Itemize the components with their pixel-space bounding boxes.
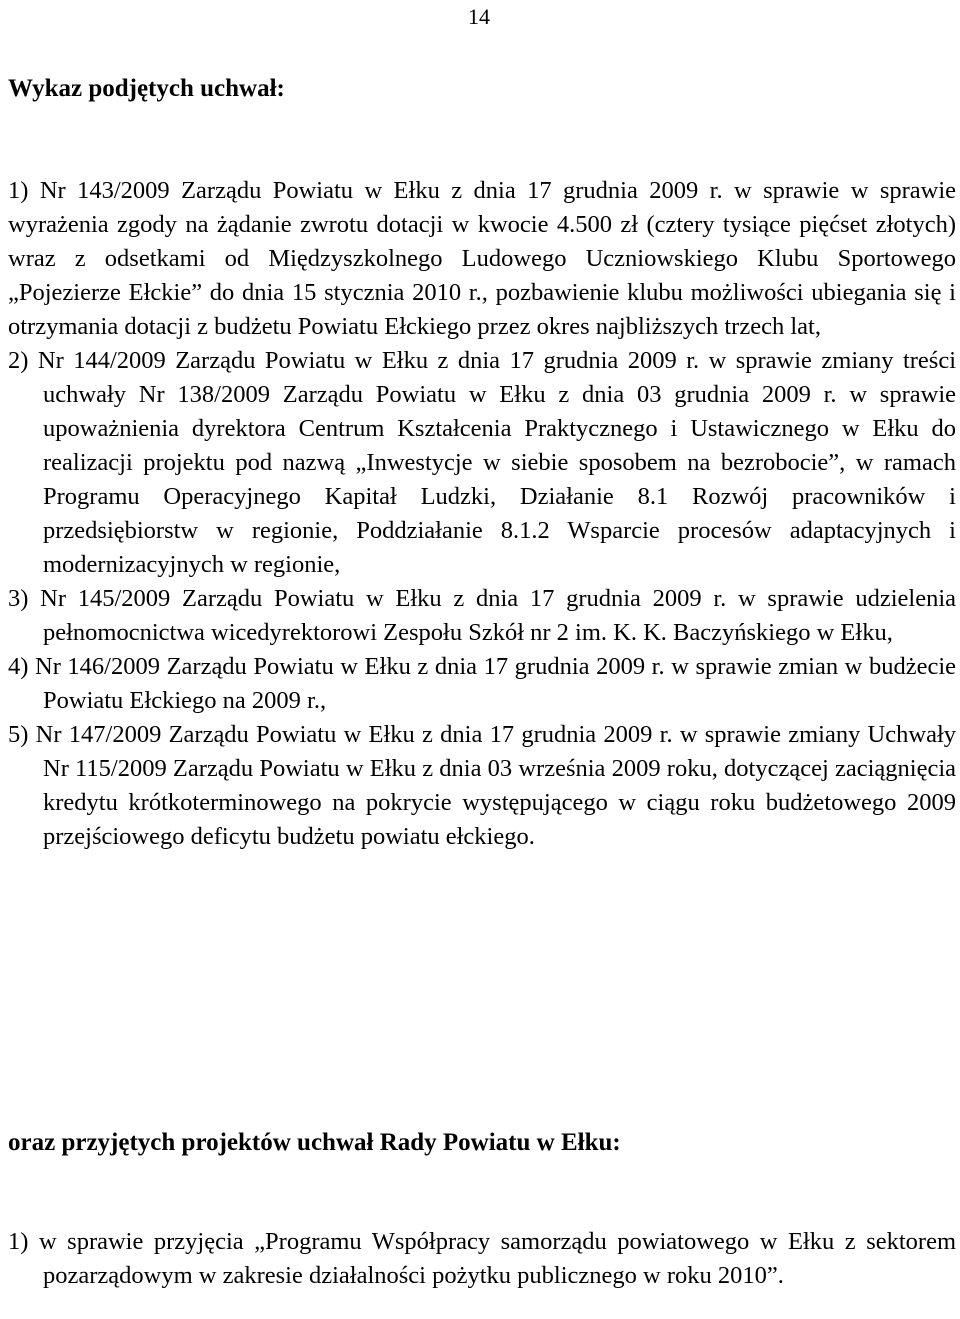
page-number: 14 <box>468 4 490 29</box>
item-text: Nr 143/2009 Zarządu Powiatu w Ełku z dnia 17 grudnia 2009 r. w sprawie w sprawie wyrażenia zgody na żądanie zwrotu dotacji w kwocie 4.500 zł (cztery tysiące pięćset złotych) wraz z odsetkami od Międzyszkolnego Ludowego Uczniowskiego Klubu Sportowego „Pojezierze Ełckie” do dnia 15 stycznia 2010 r., pozbawienie klubu możliwości ubiegania się i otrzymania dotacji z budżetu Powiatu Ełckiego przez okres najbliższych trzech lat, <box>8 177 957 340</box>
item-number: 4) <box>8 653 29 680</box>
item-text: Nr 146/2009 Zarządu Powiatu w Ełku z dnia 17 grudnia 2009 r. w sprawie zmian w budżecie Powiatu Ełckiego na 2009 r., <box>35 653 956 714</box>
list-item <box>8 174 956 344</box>
item-number: 3) <box>8 585 29 612</box>
item-text: Nr 144/2009 Zarządu Powiatu w Ełku z dnia 17 grudnia 2009 r. w sprawie zmiany treści uchwały Nr 138/2009 Zarządu Powiatu w Ełku z dnia 03 grudnia 2009 r. w sprawie upoważnienia dyrektora Centrum Kształcenia Praktycznego i Ustawicznego w Ełku do realizacji projektu pod nazwą „Inwestycje w siebie sposobem na bezrobocie”, w ramach Programu Operacyjnego Kapitał Ludzki, Działanie 8.1 Rozwój pracowników i przedsiębiorstw w regionie, Poddziałanie 8.1.2 Wsparcie procesów adaptacyjnych i modernizacyjnych w regionie, <box>37 347 957 578</box>
item-number: 2) <box>8 347 29 374</box>
section-title-draft-resolutions: oraz przyjętych projektów uchwał Rady Powiatu w Ełku: <box>8 1129 621 1156</box>
resolutions-list <box>8 174 956 854</box>
list-item <box>8 582 956 650</box>
item-number: 5) <box>8 721 29 748</box>
list-item <box>8 650 956 718</box>
list-item <box>8 1225 956 1293</box>
draft-resolutions-list <box>8 1225 956 1293</box>
item-text: Nr 145/2009 Zarządu Powiatu w Ełku z dnia 17 grudnia 2009 r. w sprawie udzielenia pełnomocnictwa wicedyrektorowi Zespołu Szkół nr 2 im. K. K. Baczyńskiego w Ełku, <box>40 585 956 646</box>
list-item <box>8 344 956 582</box>
item-number: 1) <box>8 1228 29 1255</box>
item-text: w sprawie przyjęcia „Programu Współpracy samorządu powiatowego w Ełku z sektorem pozarządowym w zakresie działalności pożytku publicznego w roku 2010”. <box>38 1228 957 1289</box>
item-text: Nr 147/2009 Zarządu Powiatu w Ełku z dnia 17 grudnia 2009 r. w sprawie zmiany Uchwały Nr 115/2009 Zarządu Powiatu w Ełku z dnia 03 września 2009 roku, dotyczącej zaciągnięcia kredytu krótkoterminowego na pokrycie występującego w ciągu roku budżetowego 2009 przejściowego deficytu budżetu powiatu ełckiego. <box>35 721 956 850</box>
list-item <box>8 718 956 854</box>
section-title-resolutions: Wykaz podjętych uchwał: <box>8 75 285 102</box>
item-number: 1) <box>8 177 29 204</box>
